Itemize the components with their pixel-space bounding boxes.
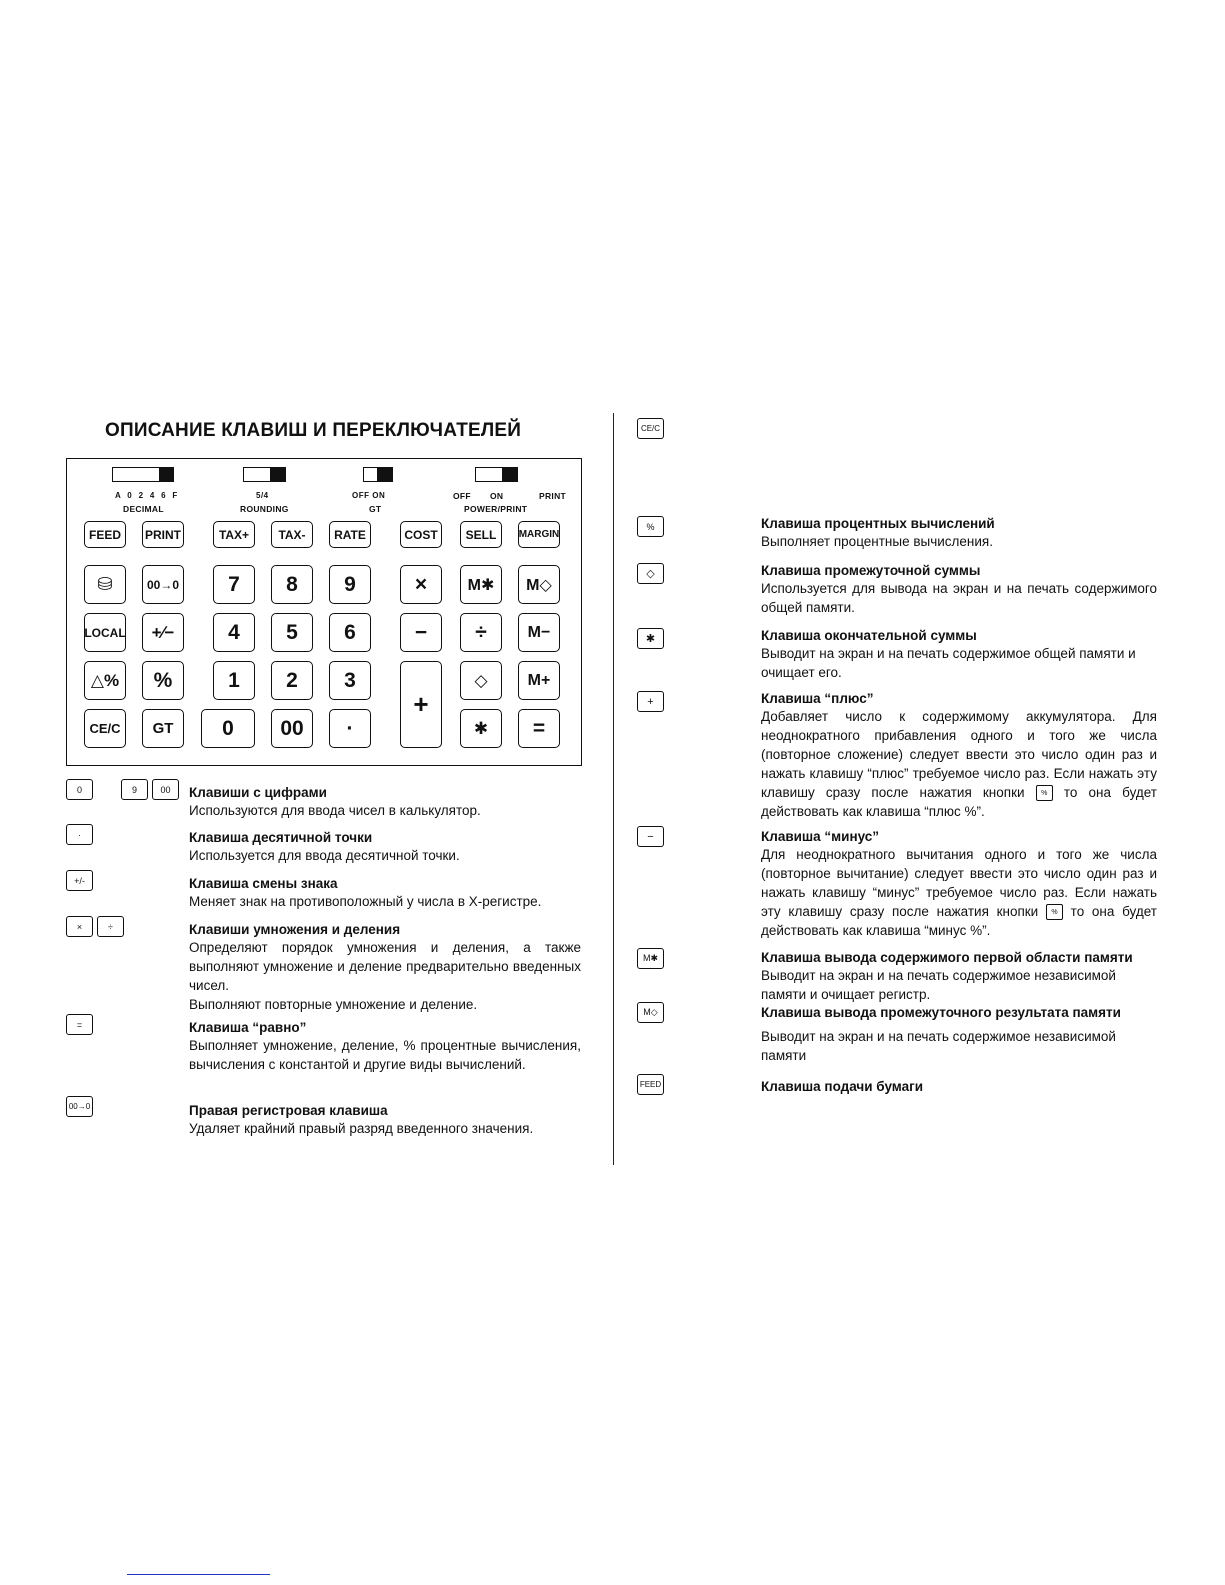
subtotal-key-icon: ◇ bbox=[637, 563, 664, 584]
muldiv-entry bbox=[189, 922, 581, 1014]
rate-key: RATE bbox=[329, 521, 371, 548]
dot-text: Используется для ввода десятичной точки. bbox=[189, 848, 460, 863]
sign-key: +∕− bbox=[142, 613, 184, 652]
shift-key: 00→0 bbox=[142, 565, 184, 604]
power-on-tick: ON bbox=[490, 491, 504, 501]
plus-text-tail: то она будет действовать как клавиша “плюс %”. bbox=[761, 785, 1157, 819]
key-8: 8 bbox=[271, 565, 313, 604]
feed-key: FEED bbox=[84, 521, 126, 548]
nine-key-icon: 9 bbox=[121, 779, 148, 800]
equals-key-icon: = bbox=[66, 1014, 93, 1035]
percent-inline-icon: % bbox=[1046, 904, 1063, 920]
mdia-heading: Клавиша вывода промежуточного результата памяти bbox=[761, 1005, 1121, 1020]
shift-heading: Правая регистровая клавиша bbox=[189, 1103, 388, 1118]
key-2: 2 bbox=[271, 661, 313, 700]
rounding-label: ROUNDING bbox=[240, 504, 289, 514]
decimal-switch bbox=[112, 467, 174, 482]
feed-heading: Клавиша подачи бумаги bbox=[761, 1079, 924, 1094]
dot-heading: Клавиша десятичной точки bbox=[189, 830, 373, 845]
sell-key: SELL bbox=[460, 521, 502, 548]
equals-text: Выполняет умножение, деление, % процентные вычисления, вычисления с константой и другие виды вычислений. bbox=[189, 1038, 581, 1072]
feed-key-icon: FEED bbox=[637, 1074, 664, 1095]
minus-text-main: Для неоднократного вычитания одного и того же числа (повторное вычитание) следует ввести это число один раз и нажать клавишу “минус” требуемое число раз. Если нажать эту клавишу сразу после нажатия кнопки bbox=[761, 847, 1157, 919]
m-plus-key: M+ bbox=[518, 661, 560, 700]
digits-heading: Клавиши с цифрами bbox=[189, 785, 327, 800]
divide-key: ÷ bbox=[460, 613, 502, 652]
calculator-diagram bbox=[66, 458, 582, 766]
plus-key-icon: + bbox=[637, 691, 664, 712]
dot-entry bbox=[189, 830, 581, 865]
power-print-label: POWER/PRINT bbox=[464, 504, 528, 514]
equals-heading: Клавиша “равно” bbox=[189, 1020, 307, 1035]
tax-minus-key: TAX- bbox=[271, 521, 313, 548]
sign-key-icon: +/- bbox=[66, 870, 93, 891]
column-divider bbox=[613, 413, 614, 1165]
key-4: 4 bbox=[213, 613, 255, 652]
percent-entry bbox=[761, 516, 1157, 551]
key-0: 0 bbox=[201, 709, 255, 748]
delta-percent-key: △% bbox=[84, 661, 126, 700]
sign-text: Меняет знак на противоположный у числа в Х-регистре. bbox=[189, 894, 542, 909]
feed-entry bbox=[761, 1079, 1157, 1095]
local-key: LOCAL bbox=[84, 613, 126, 652]
shift-entry bbox=[189, 1103, 581, 1138]
gt-switch bbox=[363, 467, 393, 482]
margin-key: MARGIN bbox=[518, 521, 560, 548]
shift-text: Удаляет крайний правый разряд введенного значения. bbox=[189, 1121, 534, 1136]
shift-key-icon: 00→0 bbox=[66, 1096, 93, 1117]
mdia-text: Выводит на экран и на печать содержимое независимой памяти bbox=[761, 1029, 1116, 1063]
key-5: 5 bbox=[271, 613, 313, 652]
mdia-entry bbox=[761, 1005, 1157, 1065]
percent-key: % bbox=[142, 661, 184, 700]
minus-key-icon: − bbox=[637, 826, 664, 847]
m-star-key-icon: M✱ bbox=[637, 948, 664, 969]
power-print-tick: PRINT bbox=[539, 491, 566, 501]
total-heading: Клавиша окончательной суммы bbox=[761, 628, 977, 643]
key-00: 00 bbox=[271, 709, 313, 748]
muldiv-heading: Клавиши умножения и деления bbox=[189, 922, 401, 937]
percent-key-icon: % bbox=[637, 516, 664, 537]
muldiv-text: Определяют порядок умножения и деления, а также выполняют умножение и деление предварительно введенных чисел. bbox=[189, 940, 581, 993]
plus-heading: Клавиша “плюс” bbox=[761, 691, 874, 706]
cost-key: COST bbox=[400, 521, 442, 548]
dot-key-icon: · bbox=[66, 824, 93, 845]
mstar-entry bbox=[761, 950, 1157, 1004]
page-title: ОПИСАНИЕ КЛАВИШ И ПЕРЕКЛЮЧАТЕЛЕЙ bbox=[105, 420, 522, 441]
m-diamond-key-icon: M◇ bbox=[637, 1002, 664, 1023]
key-9: 9 bbox=[329, 565, 371, 604]
sign-heading: Клавиша смены знака bbox=[189, 876, 338, 891]
power-print-switch bbox=[475, 467, 518, 482]
rounding-ticks: 5/4 bbox=[256, 491, 269, 500]
decimal-ticks: A 0 2 4 6 F bbox=[115, 491, 180, 500]
subtotal-entry bbox=[761, 563, 1157, 617]
total-key-icon: ✱ bbox=[637, 628, 664, 649]
minus-text bbox=[761, 845, 1157, 940]
minus-key: − bbox=[400, 613, 442, 652]
m-minus-key: M− bbox=[518, 613, 560, 652]
print-key: PRINT bbox=[142, 521, 184, 548]
plus-text bbox=[761, 707, 1157, 821]
gt-ticks: OFF ON bbox=[352, 491, 386, 500]
rounding-switch bbox=[243, 467, 286, 482]
decimal-label: DECIMAL bbox=[123, 504, 164, 514]
key-3: 3 bbox=[329, 661, 371, 700]
double-zero-key-icon: 00 bbox=[152, 779, 179, 800]
plus-text-main: Добавляет число к содержимому аккумулятора. Для неоднократного прибавления одного и того же числа (повторное сложение) следует ввести это число один раз и нажать клавишу “плюс” требуемое число раз. Если нажать эту клавишу сразу после нажатия кнопки bbox=[761, 709, 1157, 800]
minus-text-tail: то она будет действовать как клавиша “минус %”. bbox=[761, 904, 1157, 938]
sign-entry bbox=[189, 876, 581, 911]
subtotal-heading: Клавиша промежуточной суммы bbox=[761, 563, 981, 578]
star-key: ✱ bbox=[460, 709, 502, 748]
tax-plus-key: TAX+ bbox=[213, 521, 255, 548]
ce-c-key: CE/C bbox=[84, 709, 126, 748]
percent-inline-icon: % bbox=[1036, 785, 1053, 801]
multiply-key-icon: × bbox=[66, 916, 93, 937]
key-6: 6 bbox=[329, 613, 371, 652]
plus-key: + bbox=[400, 661, 442, 748]
equals-key: = bbox=[518, 709, 560, 748]
digits-text: Используются для ввода чисел в калькулятор. bbox=[189, 803, 481, 818]
divide-key-icon: ÷ bbox=[97, 916, 124, 937]
percent-text: Выполняет процентные вычисления. bbox=[761, 534, 993, 549]
coin-key: ⛁ bbox=[84, 565, 126, 604]
percent-heading: Клавиша процентных вычислений bbox=[761, 516, 995, 531]
plus-entry bbox=[761, 691, 1157, 821]
diamond-key: ◇ bbox=[460, 661, 502, 700]
equals-entry bbox=[189, 1020, 581, 1074]
dot-key: · bbox=[329, 709, 371, 748]
bottom-underline bbox=[127, 1574, 270, 1575]
power-off-tick: OFF bbox=[453, 491, 471, 501]
total-entry bbox=[761, 628, 1157, 682]
key-1: 1 bbox=[213, 661, 255, 700]
ce-c-key-icon: CE/C bbox=[637, 418, 664, 439]
m-diamond-key: M◇ bbox=[518, 565, 560, 604]
digits-entry bbox=[189, 785, 581, 820]
mstar-heading: Клавиша вывода содержимого первой области памяти bbox=[761, 950, 1133, 965]
total-text: Выводит на экран и на печать содержимое общей памяти и очищает его. bbox=[761, 646, 1136, 680]
minus-entry bbox=[761, 829, 1157, 940]
gt-label: GT bbox=[369, 504, 382, 514]
gt-key: GT bbox=[142, 709, 184, 748]
m-star-key: M✱ bbox=[460, 565, 502, 604]
mstar-text: Выводит на экран и на печать содержимое независимой памяти и очищает регистр. bbox=[761, 968, 1116, 1002]
zero-key-icon: 0 bbox=[66, 779, 93, 800]
minus-heading: Клавиша “минус” bbox=[761, 829, 880, 844]
subtotal-text: Используется для вывода на экран и на печать содержимого общей памяти. bbox=[761, 581, 1157, 615]
multiply-key: × bbox=[400, 565, 442, 604]
key-7: 7 bbox=[213, 565, 255, 604]
muldiv-text-2: Выполняют повторные умножение и деление. bbox=[189, 997, 478, 1012]
